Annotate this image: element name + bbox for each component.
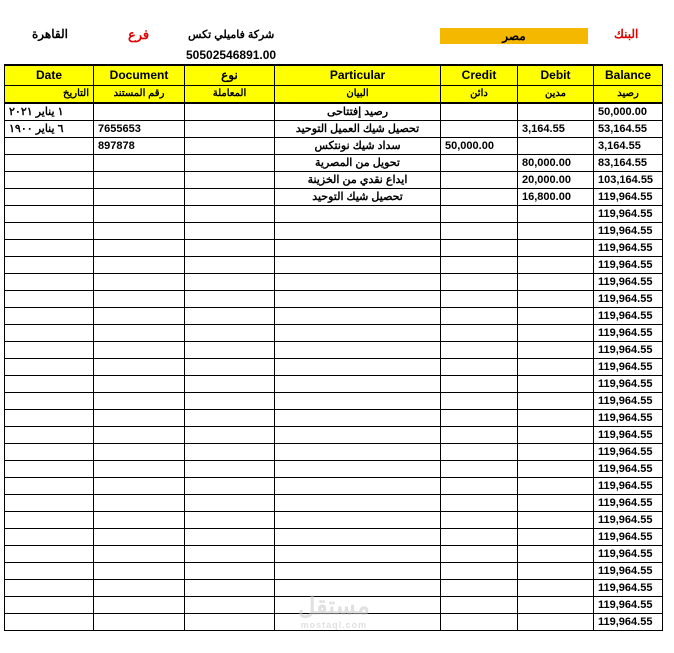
cell-particular[interactable] <box>275 239 441 256</box>
cell-credit[interactable] <box>441 256 518 273</box>
cell-document[interactable] <box>94 324 185 341</box>
cell-balance[interactable]: 119,964.55 <box>594 239 663 256</box>
col-type: نوع <box>185 65 275 85</box>
cell-date[interactable] <box>5 528 94 545</box>
cell-document[interactable] <box>94 511 185 528</box>
cell-debit[interactable] <box>518 256 594 273</box>
cell-type[interactable] <box>185 120 275 137</box>
cell-debit[interactable] <box>518 103 594 120</box>
cell-balance[interactable]: 119,964.55 <box>594 307 663 324</box>
cell-credit[interactable] <box>441 120 518 137</box>
cell-date[interactable] <box>5 341 94 358</box>
cell-particular[interactable]: سداد شيك نونتكس <box>275 137 441 154</box>
cell-debit[interactable] <box>518 239 594 256</box>
cell-balance[interactable]: 119,964.55 <box>594 273 663 290</box>
cell-balance[interactable]: 50,000.00 <box>594 103 663 120</box>
cell-debit[interactable] <box>518 613 594 630</box>
cell-particular[interactable] <box>275 290 441 307</box>
cell-document[interactable] <box>94 222 185 239</box>
cell-date[interactable] <box>5 324 94 341</box>
cell-debit[interactable] <box>518 528 594 545</box>
cell-date[interactable] <box>5 409 94 426</box>
cell-debit[interactable] <box>518 477 594 494</box>
cell-document[interactable]: 7655653 <box>94 120 185 137</box>
cell-balance[interactable]: 119,964.55 <box>594 579 663 596</box>
table-row <box>5 511 663 528</box>
col-debit: Debit <box>518 65 594 85</box>
cell-particular[interactable] <box>275 324 441 341</box>
cell-particular[interactable] <box>275 528 441 545</box>
cell-particular[interactable] <box>275 273 441 290</box>
table-row <box>5 222 663 239</box>
table-row <box>5 307 663 324</box>
cell-particular[interactable]: ايداع نقدي من الخزينة <box>275 171 441 188</box>
bank-name-box: مصر <box>440 28 588 44</box>
col-particular-ar: البيان <box>275 85 441 103</box>
ledger-body <box>5 103 663 630</box>
cell-debit[interactable] <box>518 341 594 358</box>
cell-particular[interactable] <box>275 307 441 324</box>
table-row <box>5 324 663 341</box>
cell-type[interactable] <box>185 154 275 171</box>
cell-balance[interactable]: 119,964.55 <box>594 596 663 613</box>
cell-date[interactable] <box>5 596 94 613</box>
cell-document[interactable] <box>94 341 185 358</box>
watermark <box>298 593 370 634</box>
cell-type[interactable] <box>185 290 275 307</box>
cell-date[interactable] <box>5 307 94 324</box>
cell-type[interactable] <box>185 579 275 596</box>
table-row <box>5 273 663 290</box>
cell-credit[interactable] <box>441 239 518 256</box>
table-row <box>5 188 663 205</box>
cell-debit[interactable] <box>518 222 594 239</box>
cell-credit[interactable] <box>441 103 518 120</box>
table-row <box>5 137 663 154</box>
table-row <box>5 256 663 273</box>
cell-debit[interactable]: 20,000.00 <box>518 171 594 188</box>
cell-credit[interactable] <box>441 375 518 392</box>
cell-balance[interactable]: 119,964.55 <box>594 188 663 205</box>
cell-credit[interactable] <box>441 443 518 460</box>
cell-type[interactable] <box>185 307 275 324</box>
cell-date[interactable] <box>5 392 94 409</box>
cell-type[interactable] <box>185 596 275 613</box>
cell-type[interactable] <box>185 511 275 528</box>
cell-balance[interactable]: 119,964.55 <box>594 256 663 273</box>
cell-date[interactable] <box>5 256 94 273</box>
cell-document[interactable] <box>94 290 185 307</box>
cell-date[interactable] <box>5 239 94 256</box>
cell-particular[interactable]: تحصيل شيك التوحيد <box>275 188 441 205</box>
table-row <box>5 358 663 375</box>
cell-debit[interactable] <box>518 307 594 324</box>
cell-credit[interactable] <box>441 341 518 358</box>
cell-credit[interactable] <box>441 409 518 426</box>
cell-credit[interactable] <box>441 562 518 579</box>
cell-type[interactable] <box>185 188 275 205</box>
cell-debit[interactable] <box>518 562 594 579</box>
cell-date[interactable] <box>5 358 94 375</box>
cell-document[interactable] <box>94 460 185 477</box>
cell-particular[interactable] <box>275 409 441 426</box>
cell-balance[interactable]: 119,964.55 <box>594 528 663 545</box>
table-row <box>5 528 663 545</box>
col-particular: Particular <box>275 65 441 85</box>
cell-document[interactable] <box>94 307 185 324</box>
cell-type[interactable] <box>185 426 275 443</box>
cell-debit[interactable] <box>518 596 594 613</box>
col-document: Document <box>94 65 185 85</box>
cell-credit[interactable] <box>441 477 518 494</box>
cell-balance[interactable]: 83,164.55 <box>594 154 663 171</box>
cell-credit[interactable] <box>441 222 518 239</box>
cell-date[interactable] <box>5 494 94 511</box>
cell-type[interactable] <box>185 239 275 256</box>
cell-balance[interactable]: 119,964.55 <box>594 426 663 443</box>
cell-particular[interactable] <box>275 256 441 273</box>
cell-date[interactable] <box>5 613 94 630</box>
cell-balance[interactable]: 119,964.55 <box>594 511 663 528</box>
cell-date[interactable] <box>5 375 94 392</box>
cell-type[interactable] <box>185 222 275 239</box>
cell-date[interactable]: ٦ يناير ١٩٠٠ <box>5 120 94 137</box>
cell-particular[interactable]: تحويل من المصرية <box>275 154 441 171</box>
cell-document[interactable] <box>94 375 185 392</box>
col-balance-ar: رصيد <box>594 85 663 103</box>
cell-debit[interactable] <box>518 409 594 426</box>
cell-credit[interactable] <box>441 579 518 596</box>
cell-type[interactable] <box>185 613 275 630</box>
cell-type[interactable] <box>185 494 275 511</box>
table-row <box>5 205 663 222</box>
cell-credit[interactable]: 50,000.00 <box>441 137 518 154</box>
cell-debit[interactable] <box>518 205 594 222</box>
cell-debit[interactable] <box>518 324 594 341</box>
cell-debit[interactable] <box>518 443 594 460</box>
cell-particular[interactable] <box>275 205 441 222</box>
table-row <box>5 545 663 562</box>
table-row <box>5 409 663 426</box>
cell-debit[interactable]: 3,164.55 <box>518 120 594 137</box>
cell-date[interactable] <box>5 443 94 460</box>
cell-document[interactable] <box>94 273 185 290</box>
cell-particular[interactable] <box>275 426 441 443</box>
cell-debit[interactable] <box>518 358 594 375</box>
cell-particular[interactable] <box>275 477 441 494</box>
cell-balance[interactable]: 53,164.55 <box>594 120 663 137</box>
cell-document[interactable] <box>94 596 185 613</box>
cell-document[interactable]: 897878 <box>94 137 185 154</box>
cell-type[interactable] <box>185 137 275 154</box>
cell-document[interactable] <box>94 188 185 205</box>
cell-debit[interactable] <box>518 494 594 511</box>
cell-balance[interactable]: 119,964.55 <box>594 324 663 341</box>
cell-debit[interactable]: 16,800.00 <box>518 188 594 205</box>
cell-type[interactable] <box>185 273 275 290</box>
cell-debit[interactable] <box>518 579 594 596</box>
account-number: 50502546891.00 <box>186 48 277 62</box>
cell-date[interactable] <box>5 460 94 477</box>
cell-debit[interactable] <box>518 511 594 528</box>
watermark-text: مستقل <box>298 593 370 620</box>
col-credit-ar: دائن <box>441 85 518 103</box>
cell-debit[interactable] <box>518 290 594 307</box>
cell-credit[interactable] <box>441 460 518 477</box>
branch-label: فرع <box>128 27 150 42</box>
cell-particular[interactable]: رصيد إفتتاحى <box>275 103 441 120</box>
col-date: Date <box>5 65 94 85</box>
cell-credit[interactable] <box>441 188 518 205</box>
cell-document[interactable] <box>94 494 185 511</box>
cell-credit[interactable] <box>441 273 518 290</box>
cell-credit[interactable] <box>441 324 518 341</box>
cell-credit[interactable] <box>441 494 518 511</box>
col-date-ar: التاريخ <box>5 85 94 103</box>
cell-type[interactable] <box>185 103 275 120</box>
cell-date[interactable] <box>5 562 94 579</box>
cell-date[interactable] <box>5 222 94 239</box>
cell-balance[interactable]: 119,964.55 <box>594 613 663 630</box>
cell-balance[interactable]: 119,964.55 <box>594 358 663 375</box>
cell-balance[interactable]: 119,964.55 <box>594 477 663 494</box>
header-row-ar <box>5 85 663 103</box>
cell-particular[interactable] <box>275 545 441 562</box>
cell-credit[interactable] <box>441 154 518 171</box>
cell-type[interactable] <box>185 324 275 341</box>
cell-credit[interactable] <box>441 307 518 324</box>
table-row <box>5 562 663 579</box>
cell-debit[interactable]: 80,000.00 <box>518 154 594 171</box>
table-row <box>5 290 663 307</box>
cell-type[interactable] <box>185 545 275 562</box>
cell-document[interactable] <box>94 477 185 494</box>
cell-type[interactable] <box>185 477 275 494</box>
header-row-en <box>5 65 663 85</box>
cell-particular[interactable] <box>275 494 441 511</box>
cell-type[interactable] <box>185 256 275 273</box>
cell-debit[interactable] <box>518 426 594 443</box>
table-row <box>5 443 663 460</box>
cell-credit[interactable] <box>441 528 518 545</box>
table-row <box>5 120 663 137</box>
cell-document[interactable] <box>94 443 185 460</box>
watermark-sub: mostaql.com <box>300 620 368 630</box>
cell-debit[interactable] <box>518 273 594 290</box>
cell-date[interactable] <box>5 205 94 222</box>
cell-credit[interactable] <box>441 545 518 562</box>
col-type-ar: المعاملة <box>185 85 275 103</box>
cell-document[interactable] <box>94 528 185 545</box>
cell-document[interactable] <box>94 409 185 426</box>
cell-debit[interactable] <box>518 545 594 562</box>
cell-particular[interactable]: تحصيل شيك العميل التوحيد <box>275 120 441 137</box>
cell-document[interactable] <box>94 154 185 171</box>
cell-document[interactable] <box>94 256 185 273</box>
cell-date[interactable] <box>5 188 94 205</box>
bank-label: البنك <box>614 27 639 41</box>
table-row <box>5 375 663 392</box>
table-row <box>5 477 663 494</box>
cell-balance[interactable]: 119,964.55 <box>594 290 663 307</box>
cell-type[interactable] <box>185 341 275 358</box>
col-debit-ar: مدين <box>518 85 594 103</box>
cell-balance[interactable]: 119,964.55 <box>594 562 663 579</box>
cell-particular[interactable] <box>275 222 441 239</box>
col-balance: Balance <box>594 65 663 85</box>
cell-date[interactable] <box>5 171 94 188</box>
cell-type[interactable] <box>185 528 275 545</box>
cell-type[interactable] <box>185 409 275 426</box>
col-document-ar: رقم المستند <box>94 85 185 103</box>
cell-credit[interactable] <box>441 205 518 222</box>
cell-date[interactable] <box>5 137 94 154</box>
cell-document[interactable] <box>94 613 185 630</box>
cell-document[interactable] <box>94 103 185 120</box>
cell-particular[interactable] <box>275 460 441 477</box>
cell-type[interactable] <box>185 392 275 409</box>
cell-balance[interactable]: 119,964.55 <box>594 341 663 358</box>
company-name: شركة فاميلي تكس <box>188 29 275 41</box>
cell-date[interactable]: ١ يناير ٢٠٢١ <box>5 103 94 120</box>
cell-credit[interactable] <box>441 171 518 188</box>
cell-document[interactable] <box>94 562 185 579</box>
cell-document[interactable] <box>94 358 185 375</box>
cell-credit[interactable] <box>441 290 518 307</box>
cell-type[interactable] <box>185 562 275 579</box>
cell-credit[interactable] <box>441 358 518 375</box>
table-row <box>5 460 663 477</box>
table-row <box>5 494 663 511</box>
cell-particular[interactable] <box>275 358 441 375</box>
cell-particular[interactable] <box>275 375 441 392</box>
cell-debit[interactable] <box>518 392 594 409</box>
cell-date[interactable] <box>5 154 94 171</box>
cell-balance[interactable]: 119,964.55 <box>594 460 663 477</box>
cell-particular[interactable] <box>275 443 441 460</box>
cell-date[interactable] <box>5 426 94 443</box>
table-row <box>5 341 663 358</box>
cell-debit[interactable] <box>518 375 594 392</box>
table-row <box>5 426 663 443</box>
cell-particular[interactable] <box>275 341 441 358</box>
cell-date[interactable] <box>5 477 94 494</box>
table-row <box>5 171 663 188</box>
cell-credit[interactable] <box>441 392 518 409</box>
cell-date[interactable] <box>5 273 94 290</box>
cell-type[interactable] <box>185 205 275 222</box>
cell-document[interactable] <box>94 426 185 443</box>
cell-document[interactable] <box>94 171 185 188</box>
cell-particular[interactable] <box>275 562 441 579</box>
cell-document[interactable] <box>94 392 185 409</box>
table-row <box>5 154 663 171</box>
cell-debit[interactable] <box>518 137 594 154</box>
cell-type[interactable] <box>185 460 275 477</box>
cell-type[interactable] <box>185 375 275 392</box>
cell-credit[interactable] <box>441 511 518 528</box>
ledger-table <box>4 64 663 631</box>
cell-balance[interactable]: 119,964.55 <box>594 443 663 460</box>
cell-date[interactable] <box>5 290 94 307</box>
cell-balance[interactable]: 119,964.55 <box>594 494 663 511</box>
cell-balance[interactable]: 103,164.55 <box>594 171 663 188</box>
cell-balance[interactable]: 119,964.55 <box>594 409 663 426</box>
table-row <box>5 392 663 409</box>
cell-balance[interactable]: 119,964.55 <box>594 205 663 222</box>
cell-credit[interactable] <box>441 426 518 443</box>
city-label: القاهرة <box>32 27 68 41</box>
cell-particular[interactable] <box>275 511 441 528</box>
cell-document[interactable] <box>94 239 185 256</box>
cell-type[interactable] <box>185 443 275 460</box>
cell-date[interactable] <box>5 511 94 528</box>
cell-type[interactable] <box>185 171 275 188</box>
cell-type[interactable] <box>185 358 275 375</box>
cell-credit[interactable] <box>441 613 518 630</box>
cell-balance[interactable]: 3,164.55 <box>594 137 663 154</box>
cell-balance[interactable]: 119,964.55 <box>594 222 663 239</box>
cell-date[interactable] <box>5 545 94 562</box>
cell-debit[interactable] <box>518 460 594 477</box>
table-row <box>5 239 663 256</box>
cell-particular[interactable] <box>275 392 441 409</box>
cell-document[interactable] <box>94 579 185 596</box>
cell-credit[interactable] <box>441 596 518 613</box>
cell-balance[interactable]: 119,964.55 <box>594 392 663 409</box>
cell-date[interactable] <box>5 579 94 596</box>
cell-balance[interactable]: 119,964.55 <box>594 375 663 392</box>
cell-document[interactable] <box>94 545 185 562</box>
cell-document[interactable] <box>94 205 185 222</box>
col-credit: Credit <box>441 65 518 85</box>
table-row <box>5 103 663 120</box>
cell-balance[interactable]: 119,964.55 <box>594 545 663 562</box>
